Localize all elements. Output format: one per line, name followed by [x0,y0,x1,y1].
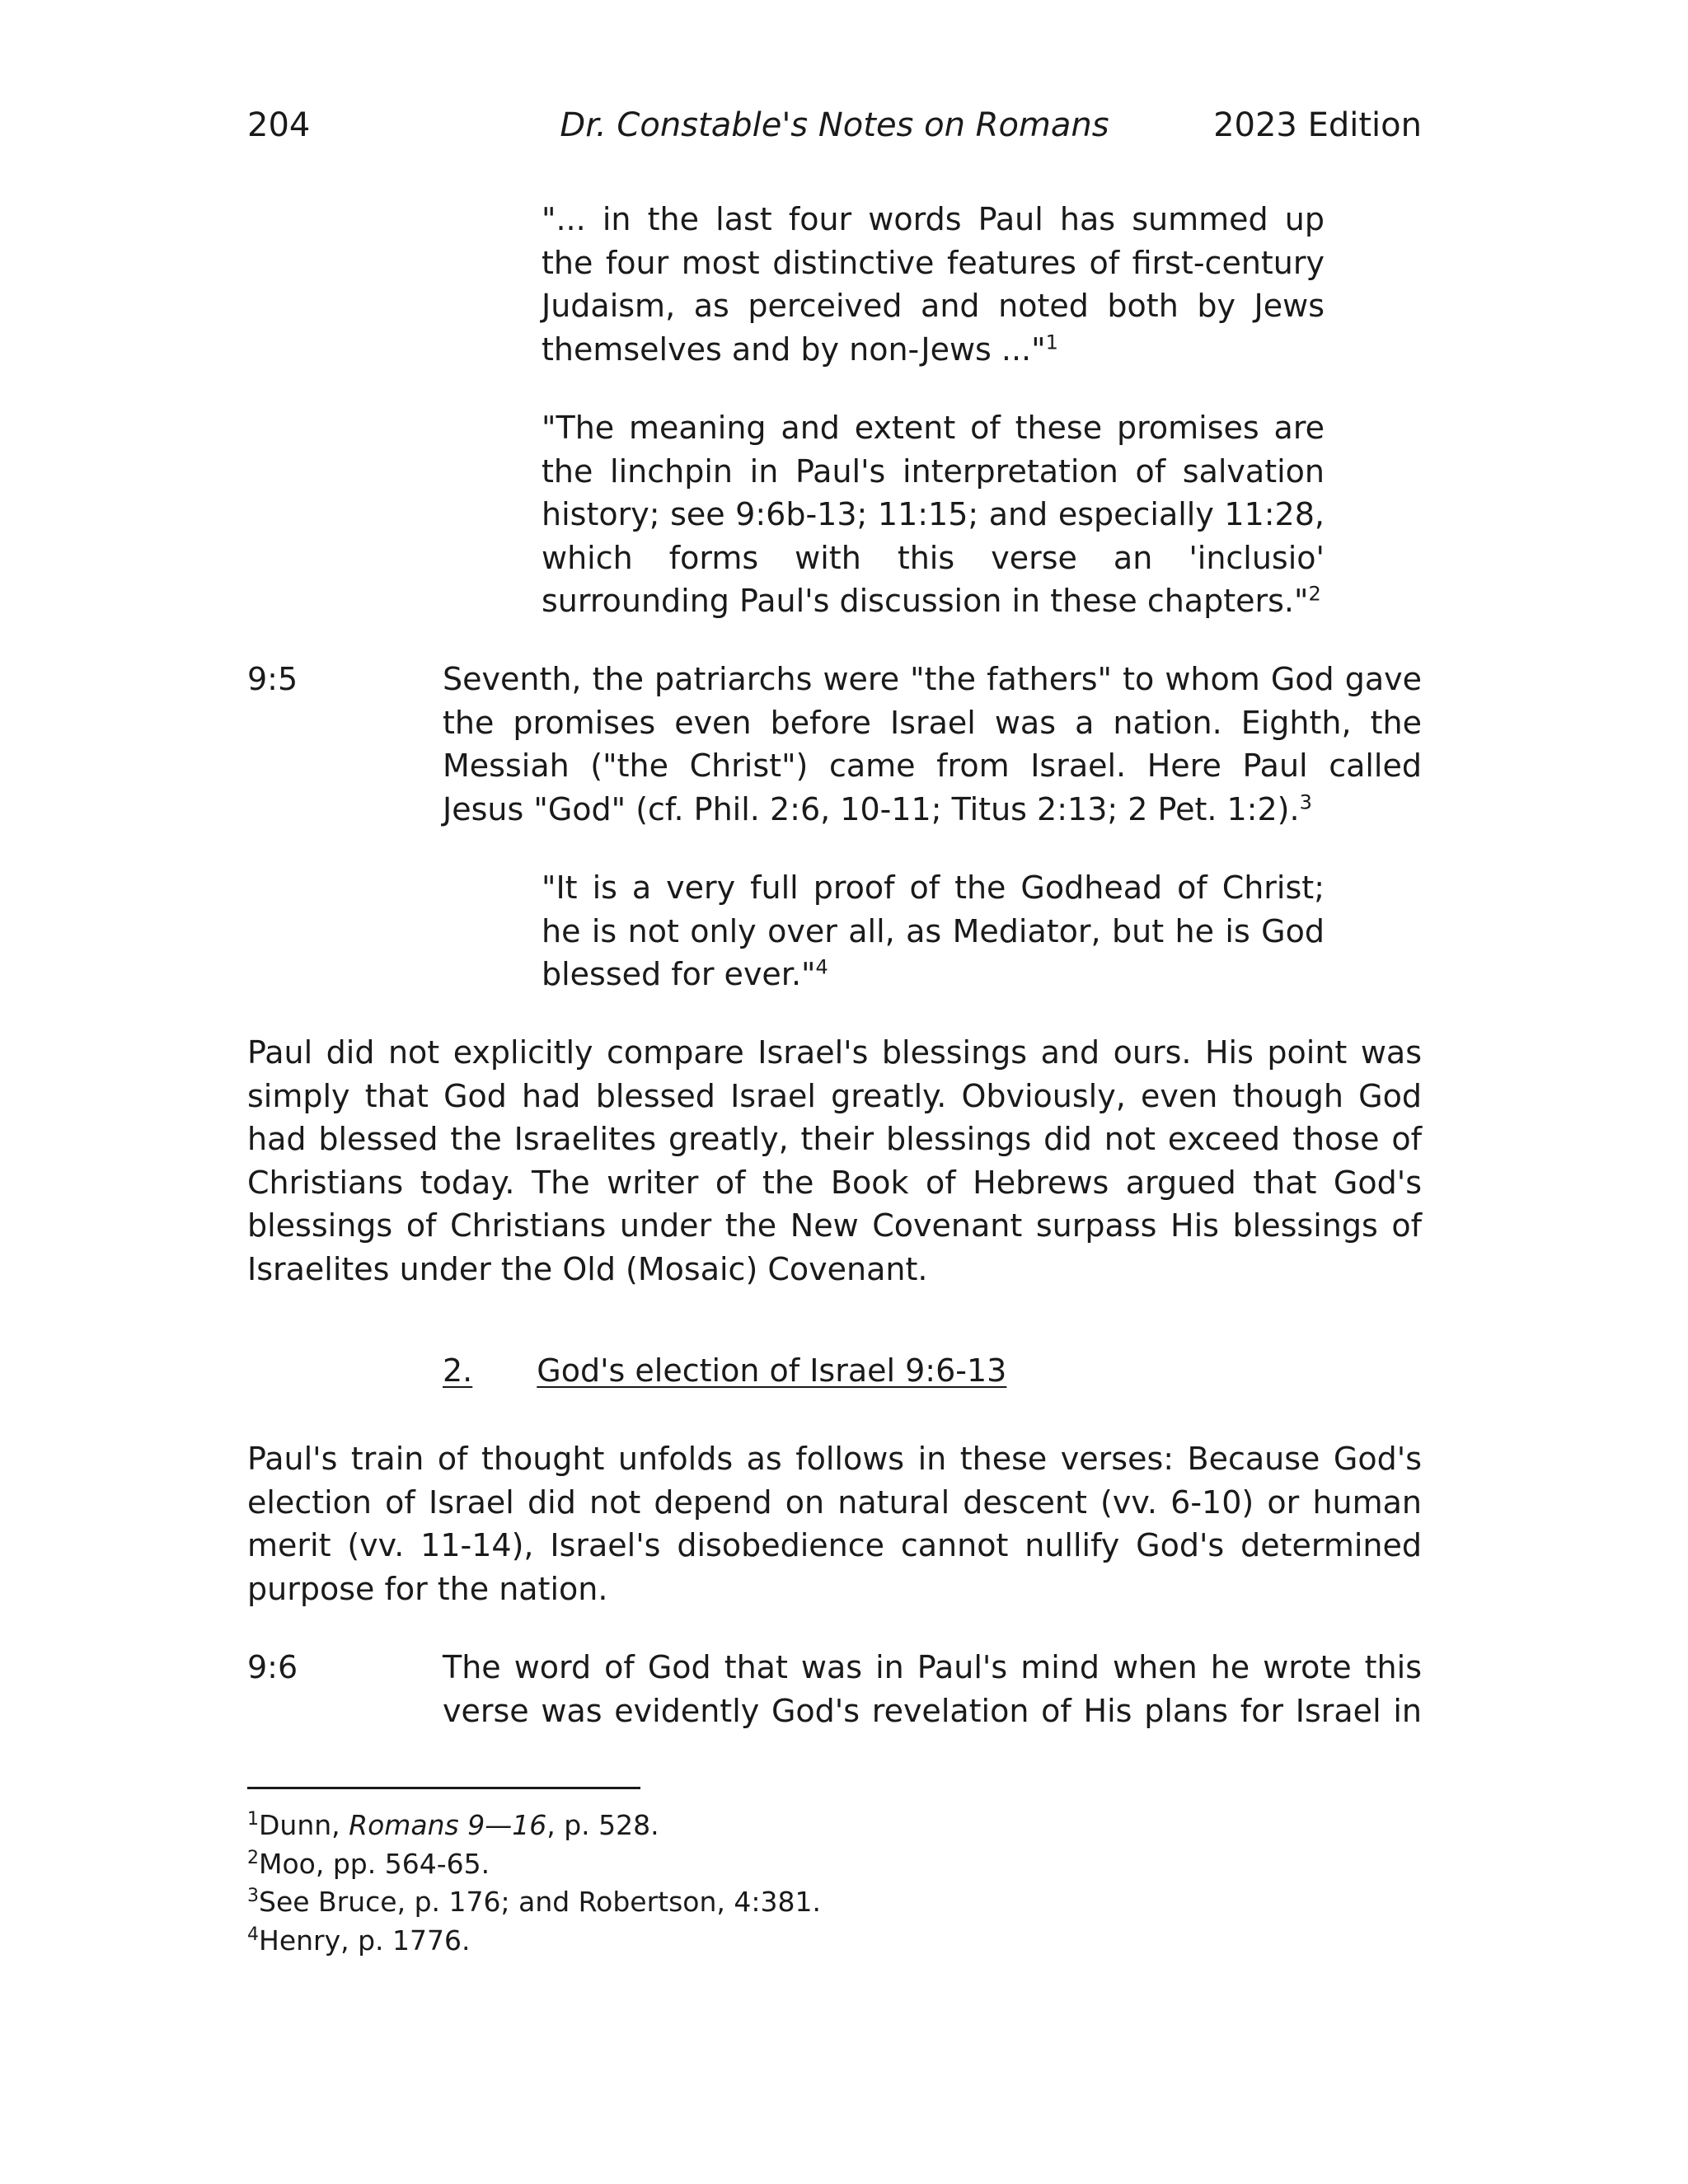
footnote-number: 3 [247,1886,259,1906]
verse-commentary-9-6: The word of God that was in Paul's mind when he wrote this verse was evidently God's revelation of His plans for Israel in [443,1649,1422,1729]
footnote-marker: 3 [1299,790,1312,813]
block-quote-dunn [542,198,1325,371]
footnotes [247,1807,821,1960]
block-quote-henry [542,866,1325,996]
footnote: $^1$Dunn, Romans 9—16, p. 528. [247,1809,659,1841]
footnote-separator [247,1787,640,1789]
verse-reference: 9:5 [247,661,298,697]
footnote: $^3$See Bruce, p. 176; and Robertson, 4:381. [247,1886,821,1918]
quote-text: "It is a very full proof of the Godhead of Christ; he is not only over all, as Mediator, but he is God blessed for ever." [542,869,1325,992]
footnote-number: 2 [247,1847,259,1868]
section-number: 2. [443,1352,473,1389]
block-quote-moo [542,406,1325,623]
verse-reference: 9:6 [247,1649,298,1685]
cited-title: Romans 9—16 [349,1809,547,1841]
footnote-marker: 4 [815,955,828,979]
running-title: Dr. Constable's Notes on Romans [560,106,1109,144]
footnote: $^2$Moo, pp. 564-65. [247,1847,490,1880]
section-title: God's election of Israel 9:6-13 [537,1352,1007,1389]
page-header [247,101,1422,150]
footnote-marker: 2 [1308,582,1321,606]
verse-text: Seventh, the patriarchs were "the fathers" to whom God gave the promises even before Israel was a nation. Eighth, the Messiah ("the Christ") came from Israel. Here Paul called Jesus "God" (cf. Phil. 2:6, 10-11; Titus 2:13; 2 Pet. 1:2). [443,661,1422,827]
footnote-marker: 1 [1045,330,1058,354]
page-number: 204 [247,106,311,144]
body-paragraph: Paul did not explicitly compare Israel's blessings and ours. His point was simply that God had blessed Israel greatly. Obviously, even though God had blessed the Israelites greatly, their blessings did not exceed those of Christians today. The writer of the Book of Hebrews argued that God's blessings of Christians under the New Covenant surpass His blessings of Israelites under the Old (Mosaic) Covenant. [247,1034,1422,1287]
footnote-number: 1 [247,1809,259,1830]
quote-text: "The meaning and extent of these promises are the linchpin in Paul's interpretation of salvation history; see 9:6b-13; 11:15; and especially 11:28, which forms with this verse an 'inclusio' surrounding Paul's discussion in these chapters." [542,410,1325,619]
body-paragraph: Paul's train of thought unfolds as follows in these verses: Because God's election of Israel did not depend on natural descent (vv. 6-10) or human merit (vv. 11-14), Israel's disobedience cannot nullify God's determined purpose for the nation. [247,1441,1422,1607]
section-heading [443,1349,1006,1393]
quote-text: "... in the last four words Paul has summed up the four most distinctive features of first-century Judaism, as perceived and noted both by Jews themselves and by non-Jews ..." [542,201,1325,368]
verse-commentary-9-5 [443,658,1422,831]
edition-label: 2023 Edition [1213,106,1422,144]
footnote-number: 4 [247,1924,259,1945]
footnote: $^4$Henry, p. 1776. [247,1924,471,1957]
